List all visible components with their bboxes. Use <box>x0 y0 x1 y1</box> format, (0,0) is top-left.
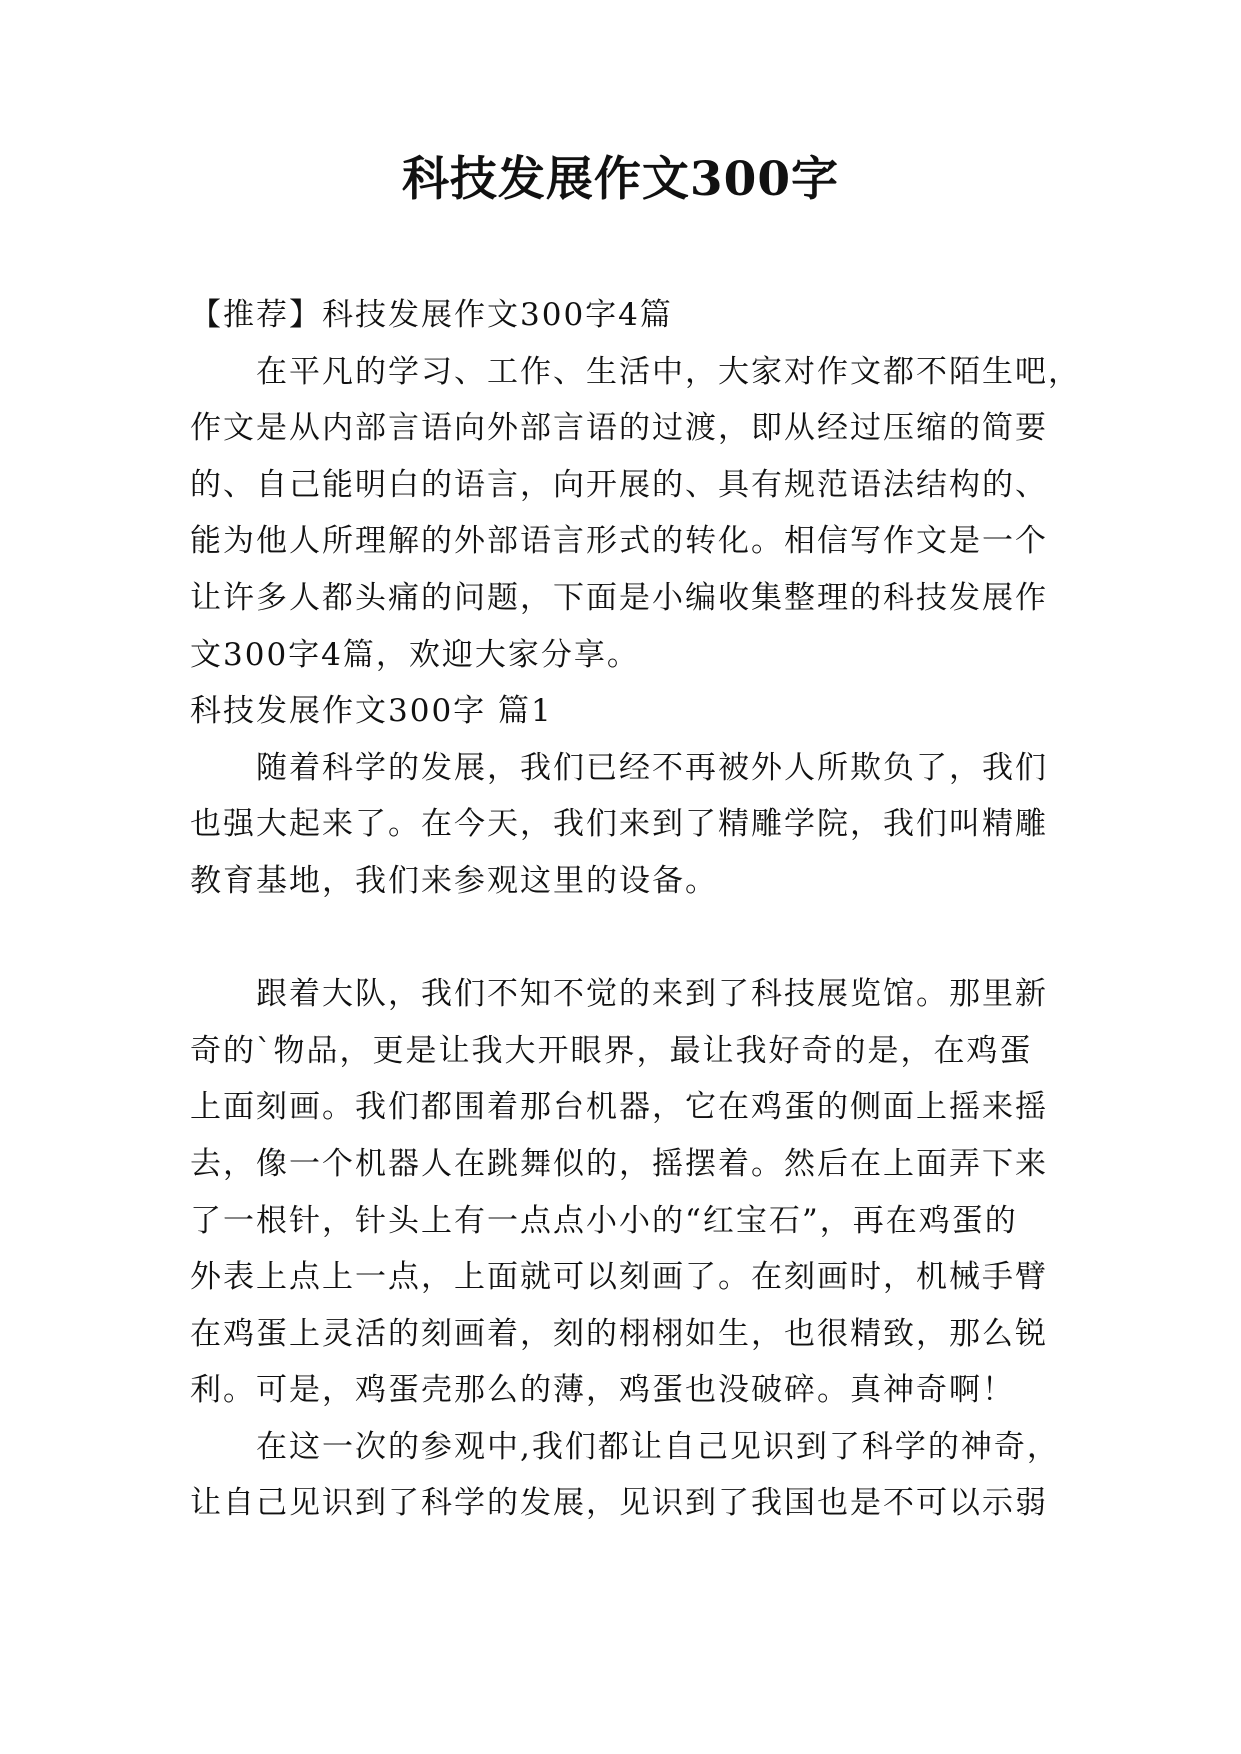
text-line: 去，像一个机器人在跳舞似的，摇摆着。然后在上面弄下来 <box>190 1145 1048 1182</box>
text-line: 【推荐】科技发展作文300字4篇 <box>190 297 673 333</box>
text-line: 的、自己能明白的语言，向开展的、具有规范语法结构的、 <box>190 466 1048 503</box>
text-line: 外表上点上一点，上面就可以刻画了。在刻画时，机械手臂 <box>190 1259 1048 1296</box>
section-heading: 科技发展作文300字 篇1 <box>190 693 553 730</box>
text-line: 跟着大队，我们不知不觉的来到了科技展览馆。那里新 <box>256 976 1048 1013</box>
text-line: 随着科学的发展，我们已经不再被外人所欺负了，我们 <box>256 749 1048 786</box>
text-line: 了一根针，针头上有一点点小小的“红宝石”，再在鸡蛋的 <box>190 1202 1018 1239</box>
text-line: 在这一次的参观中,我们都让自己见识到了科学的神奇， <box>256 1428 1060 1465</box>
text-line: 让自己见识到了科学的发展，见识到了我国也是不可以示弱 <box>190 1485 1048 1522</box>
document-body <box>190 287 1081 1532</box>
text-line: 上面刻画。我们都围着那台机器，它在鸡蛋的侧面上摇来摇 <box>190 1089 1048 1126</box>
text-line: 也强大起来了。在今天，我们来到了精雕学院，我们叫精雕 <box>190 806 1048 843</box>
document-title: 科技发展作文300字 <box>401 152 840 207</box>
text-line: 利。可是，鸡蛋壳那么的薄，鸡蛋也没破碎。真神奇啊！ <box>190 1372 1015 1409</box>
text-line: 在鸡蛋上灵活的刻画着，刻的栩栩如生，也很精致，那么锐 <box>190 1315 1048 1352</box>
text-line: 能为他人所理解的外部语言形式的转化。相信写作文是一个 <box>190 523 1048 560</box>
text-line: 作文是从内部言语向外部言语的过渡，即从经过压缩的简要 <box>190 410 1048 447</box>
text-line: 在平凡的学习、工作、生活中，大家对作文都不陌生吧， <box>256 353 1081 390</box>
text-line: 让许多人都头痛的问题，下面是小编收集整理的科技发展作 <box>190 579 1048 616</box>
text-line: 教育基地，我们来参观这里的设备。 <box>190 862 718 899</box>
text-line: 文300字4篇，欢迎大家分享。 <box>190 636 640 673</box>
blank-line <box>190 910 1055 967</box>
text-line: 奇的`物品，更是让我大开眼界，最让我好奇的是，在鸡蛋 <box>190 1032 1033 1069</box>
